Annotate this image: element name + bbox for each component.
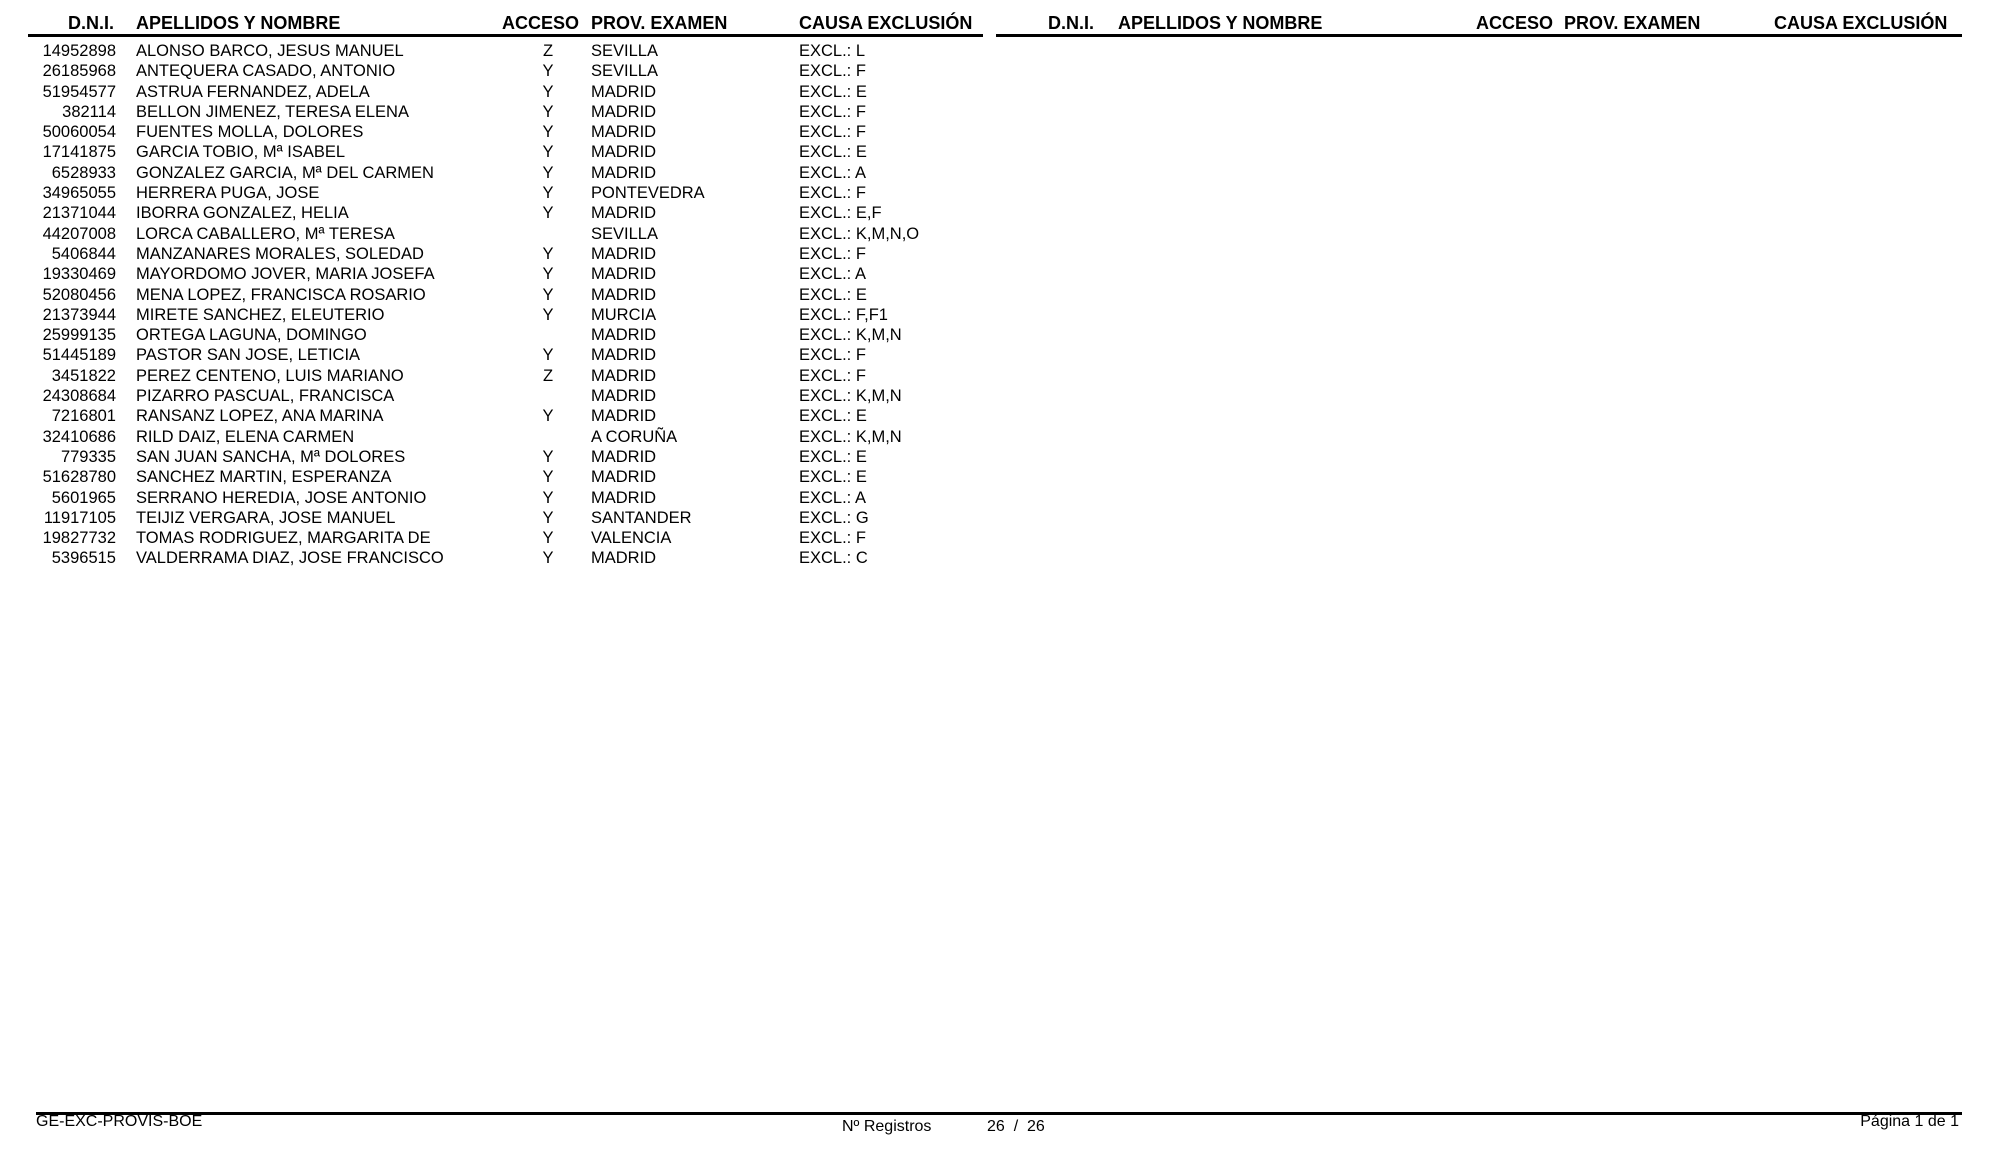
- header-nombre: APELLIDOS Y NOMBRE: [136, 13, 341, 33]
- cell-causa: EXCL.: A: [799, 163, 866, 182]
- records-table: [28, 41, 983, 569]
- cell-dni: 44207008: [42, 224, 116, 243]
- cell-nombre: FUENTES MOLLA, DOLORES: [136, 123, 364, 142]
- table-row: [28, 386, 983, 406]
- cell-prov: VALENCIA: [591, 529, 672, 548]
- cell-prov: MADRID: [591, 549, 657, 568]
- cell-acceso: Y: [542, 447, 554, 466]
- cell-prov: MADRID: [591, 82, 657, 101]
- cell-acceso: Y: [542, 143, 554, 162]
- cell-acceso: Y: [542, 346, 554, 365]
- cell-acceso: Y: [542, 407, 554, 426]
- cell-dni: 25999135: [42, 326, 116, 345]
- cell-prov: MADRID: [591, 407, 657, 426]
- cell-causa: EXCL.: E,F: [799, 204, 882, 223]
- table-row: [28, 183, 983, 203]
- cell-dni: 32410686: [42, 427, 116, 446]
- cell-acceso: Y: [542, 82, 554, 101]
- table-row: [28, 203, 983, 223]
- table-row: [28, 305, 983, 325]
- table-row: [28, 528, 983, 548]
- cell-dni: 21371044: [42, 204, 116, 223]
- cell-prov: MADRID: [591, 163, 657, 182]
- cell-causa: EXCL.: L: [799, 42, 866, 60]
- cell-acceso: Y: [542, 62, 554, 81]
- cell-causa: EXCL.: F: [799, 102, 866, 121]
- cell-causa: EXCL.: E: [799, 143, 867, 162]
- footer-registros-label: Nº Registros: [842, 1118, 932, 1135]
- cell-dni: 34965055: [42, 184, 116, 203]
- cell-nombre: ASTRUA FERNANDEZ, ADELA: [136, 82, 370, 101]
- cell-causa: EXCL.: G: [799, 508, 869, 527]
- cell-prov: PONTEVEDRA: [591, 184, 705, 203]
- cell-acceso: Y: [542, 204, 554, 223]
- right-header-row: [996, 10, 1962, 37]
- cell-acceso: Z: [542, 42, 554, 60]
- cell-causa: EXCL.: F: [799, 184, 866, 203]
- cell-acceso: Y: [542, 468, 554, 487]
- cell-dni: 5601965: [51, 488, 116, 507]
- cell-dni: 19827732: [42, 529, 116, 548]
- table-row: [28, 345, 983, 365]
- cell-dni: 51628780: [42, 468, 116, 487]
- footer-page: Página 1 de 1: [1860, 1113, 1959, 1130]
- cell-causa: EXCL.: F: [799, 244, 866, 263]
- cell-causa: EXCL.: E: [799, 447, 867, 466]
- table-row: [28, 163, 983, 183]
- header-acceso-right: ACCESO: [1476, 13, 1554, 33]
- cell-acceso: Y: [542, 123, 554, 142]
- cell-nombre: GARCIA TOBIO, Mª ISABEL: [136, 143, 346, 162]
- table-row: [28, 264, 983, 284]
- cell-nombre: RILD DAIZ, ELENA CARMEN: [136, 427, 355, 446]
- cell-dni: 19330469: [42, 265, 116, 284]
- header-nombre-right: APELLIDOS Y NOMBRE: [1118, 13, 1323, 33]
- table-row: [28, 244, 983, 264]
- cell-prov: SEVILLA: [591, 42, 658, 60]
- footer-code: GE-EXC-PROVIS-BOE: [36, 1113, 203, 1130]
- cell-nombre: MIRETE SANCHEZ, ELEUTERIO: [136, 305, 385, 324]
- cell-nombre: VALDERRAMA DIAZ, JOSE FRANCISCO: [136, 549, 444, 568]
- cell-prov: MURCIA: [591, 305, 657, 324]
- cell-causa: EXCL.: F: [799, 346, 866, 365]
- cell-prov: MADRID: [591, 102, 657, 121]
- cell-causa: EXCL.: F: [799, 529, 866, 548]
- table-row: [28, 285, 983, 305]
- cell-nombre: SAN JUAN SANCHA, Mª DOLORES: [136, 447, 406, 466]
- cell-dni: 26185968: [42, 62, 116, 81]
- cell-dni: 51445189: [42, 346, 116, 365]
- cell-prov: MADRID: [591, 387, 657, 406]
- cell-causa: EXCL.: E: [799, 285, 867, 304]
- table-row: [28, 122, 983, 142]
- cell-prov: A CORUÑA: [591, 427, 678, 446]
- cell-prov: SANTANDER: [591, 508, 692, 527]
- cell-acceso: Y: [542, 488, 554, 507]
- cell-nombre: ANTEQUERA CASADO, ANTONIO: [136, 62, 396, 81]
- cell-dni: 3451822: [51, 366, 116, 385]
- table-row: [28, 508, 983, 528]
- table-row: [28, 548, 983, 568]
- cell-nombre: HERRERA PUGA, JOSE: [136, 184, 320, 203]
- cell-prov: SEVILLA: [591, 224, 658, 243]
- cell-acceso: Y: [542, 508, 554, 527]
- cell-dni: 5406844: [51, 244, 116, 263]
- cell-acceso: Y: [542, 265, 554, 284]
- cell-dni: 11917105: [43, 508, 116, 527]
- table-row: [28, 82, 983, 102]
- cell-nombre: BELLON JIMENEZ, TERESA ELENA: [136, 102, 409, 121]
- cell-acceso: Y: [542, 163, 554, 182]
- cell-dni: 5396515: [51, 549, 116, 568]
- cell-acceso: Y: [542, 102, 554, 121]
- cell-causa: EXCL.: F: [799, 123, 866, 142]
- cell-acceso: Y: [542, 549, 554, 568]
- header-dni-right: D.N.I.: [1048, 13, 1095, 33]
- cell-nombre: ORTEGA LAGUNA, DOMINGO: [136, 326, 367, 345]
- cell-prov: SEVILLA: [591, 62, 658, 81]
- cell-nombre: MAYORDOMO JOVER, MARIA JOSEFA: [136, 265, 435, 284]
- header-acceso: ACCESO: [502, 13, 580, 33]
- cell-causa: EXCL.: A: [799, 265, 866, 284]
- table-row: [28, 41, 983, 61]
- left-column: [28, 10, 983, 569]
- cell-nombre: SERRANO HEREDIA, JOSE ANTONIO: [136, 488, 427, 507]
- cell-acceso: Y: [542, 184, 554, 203]
- cell-dni: 14952898: [42, 42, 116, 60]
- cell-causa: EXCL.: K,M,N: [799, 326, 902, 345]
- cell-acceso: Z: [542, 366, 554, 385]
- cell-dni: 51954577: [42, 82, 116, 101]
- cell-acceso: Y: [542, 529, 554, 548]
- table-row: [28, 467, 983, 487]
- cell-prov: MADRID: [591, 244, 657, 263]
- cell-causa: EXCL.: K,M,N,O: [799, 224, 920, 243]
- right-column: [996, 10, 1962, 37]
- cell-prov: MADRID: [591, 346, 657, 365]
- footer-registros-value: 26 / 26: [987, 1118, 1045, 1135]
- cell-dni: 7216801: [51, 407, 116, 426]
- cell-nombre: LORCA CABALLERO, Mª TERESA: [136, 224, 395, 243]
- table-row: [28, 142, 983, 162]
- cell-prov: MADRID: [591, 366, 657, 385]
- cell-causa: EXCL.: C: [799, 549, 868, 568]
- cell-causa: EXCL.: F,F1: [799, 305, 888, 324]
- cell-dni: 779335: [60, 447, 116, 466]
- cell-causa: EXCL.: E: [799, 468, 867, 487]
- cell-causa: EXCL.: F: [799, 62, 866, 81]
- cell-nombre: ALONSO BARCO, JESUS MANUEL: [136, 42, 404, 60]
- left-header-row: [28, 10, 983, 37]
- cell-prov: MADRID: [591, 143, 657, 162]
- cell-acceso: Y: [542, 285, 554, 304]
- cell-nombre: PASTOR SAN JOSE, LETICIA: [136, 346, 361, 365]
- cell-nombre: PIZARRO PASCUAL, FRANCISCA: [136, 387, 395, 406]
- cell-causa: EXCL.: K,M,N: [799, 427, 902, 446]
- cell-dni: 52080456: [42, 285, 116, 304]
- cell-nombre: IBORRA GONZALEZ, HELIA: [136, 204, 349, 223]
- cell-nombre: TEIJIZ VERGARA, JOSE MANUEL: [136, 508, 396, 527]
- cell-prov: MADRID: [591, 488, 657, 507]
- cell-prov: MADRID: [591, 326, 657, 345]
- cell-nombre: MENA LOPEZ, FRANCISCA ROSARIO: [136, 285, 426, 304]
- cell-dni: 50060054: [42, 123, 116, 142]
- cell-causa: EXCL.: E: [799, 82, 867, 101]
- cell-causa: EXCL.: K,M,N: [799, 387, 902, 406]
- cell-nombre: PEREZ CENTENO, LUIS MARIANO: [136, 366, 404, 385]
- table-row: [28, 447, 983, 467]
- table-row: [28, 61, 983, 81]
- cell-nombre: MANZANARES MORALES, SOLEDAD: [136, 244, 424, 263]
- table-row: [28, 488, 983, 508]
- header-causa-right: CAUSA EXCLUSIÓN: [1774, 13, 1948, 33]
- cell-causa: EXCL.: F: [799, 366, 866, 385]
- cell-dni: 21373944: [42, 305, 116, 324]
- cell-dni: 17141875: [42, 143, 116, 162]
- cell-prov: MADRID: [591, 265, 657, 284]
- cell-nombre: GONZALEZ GARCIA, Mª DEL CARMEN: [136, 163, 434, 182]
- cell-acceso: Y: [542, 305, 554, 324]
- cell-nombre: RANSANZ LOPEZ, ANA MARINA: [136, 407, 384, 426]
- table-row: [28, 366, 983, 386]
- cell-nombre: TOMAS RODRIGUEZ, MARGARITA DE: [136, 529, 431, 548]
- cell-prov: MADRID: [591, 123, 657, 142]
- table-row: [28, 406, 983, 426]
- cell-prov: MADRID: [591, 204, 657, 223]
- header-causa: CAUSA EXCLUSIÓN: [799, 13, 973, 33]
- table-row: [28, 224, 983, 244]
- footer-divider: [36, 1112, 1962, 1115]
- cell-causa: EXCL.: E: [799, 407, 867, 426]
- header-prov-right: PROV. EXAMEN: [1564, 13, 1701, 33]
- cell-prov: MADRID: [591, 468, 657, 487]
- cell-dni: 24308684: [42, 387, 116, 406]
- cell-prov: MADRID: [591, 285, 657, 304]
- table-row: [28, 325, 983, 345]
- table-row: [28, 427, 983, 447]
- cell-causa: EXCL.: A: [799, 488, 866, 507]
- cell-dni: 6528933: [51, 163, 116, 182]
- header-dni: D.N.I.: [68, 13, 115, 33]
- table-row: [28, 102, 983, 122]
- cell-nombre: SANCHEZ MARTIN, ESPERANZA: [136, 468, 392, 487]
- cell-dni: 382114: [62, 102, 116, 121]
- cell-acceso: Y: [542, 244, 554, 263]
- header-prov: PROV. EXAMEN: [591, 13, 728, 33]
- cell-prov: MADRID: [591, 447, 657, 466]
